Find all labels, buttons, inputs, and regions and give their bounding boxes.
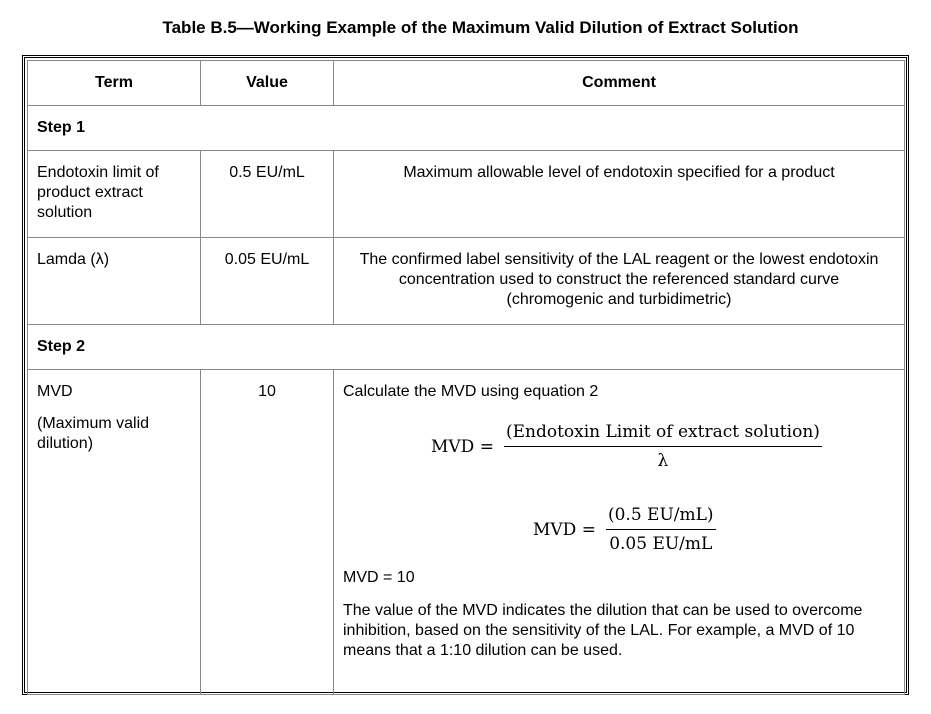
lamda-term: Lamda (λ) xyxy=(37,251,110,268)
step-row xyxy=(28,325,905,370)
equation-1-numerator: (Endotoxin Limit of extract solution) xyxy=(504,422,822,447)
mvd-table xyxy=(27,60,905,695)
lamda-value: 0.05 EU/mL xyxy=(224,251,310,268)
table-row xyxy=(28,370,905,695)
equation-1-lhs: MVD = xyxy=(431,436,494,457)
step-2-label: Step 2 xyxy=(28,325,905,370)
mvd-result: MVD = 10 xyxy=(343,569,415,586)
header-row xyxy=(28,61,905,106)
endotoxin-comment: Maximum allowable level of endotoxin specified for a product xyxy=(403,164,835,181)
equation-1-denominator: λ xyxy=(657,451,669,471)
mvd-note: The value of the MVD indicates the dilution that can be used to overcome inhibition, based on the sensitivity of the LAL. For example, a MVD of 10 means that a 1:10 dilution can be used. xyxy=(343,602,863,659)
table-title: Table B.5—Working Example of the Maximum Valid Dilution of Extract Solution xyxy=(162,18,799,37)
mvd-term-subtitle: (Maximum valid dilution) xyxy=(37,415,150,452)
equation-2-denominator: 0.05 EU/mL xyxy=(609,534,713,554)
endotoxin-term: Endotoxin limit of product extract solution xyxy=(37,164,159,221)
table-frame xyxy=(22,55,909,695)
table-row xyxy=(28,238,905,325)
table-row xyxy=(28,151,905,238)
header-value: Value xyxy=(201,61,334,106)
step-row xyxy=(28,106,905,151)
step-1-label: Step 1 xyxy=(28,106,905,151)
equation-2-lhs: MVD = xyxy=(533,519,596,540)
mvd-term: MVD xyxy=(37,383,73,400)
equation-1 xyxy=(431,422,895,471)
equation-2 xyxy=(533,505,895,554)
lamda-comment: The confirmed label sensitivity of the LAL reagent or the lowest endotoxin concentration used to construct the referenced standard curve (chromogenic and turbidimetric) xyxy=(359,251,879,308)
mvd-value: 10 xyxy=(258,383,276,400)
endotoxin-value: 0.5 EU/mL xyxy=(229,164,305,181)
mvd-intro: Calculate the MVD using equation 2 xyxy=(343,383,599,400)
header-term: Term xyxy=(28,61,201,106)
header-comment: Comment xyxy=(334,61,905,106)
equation-2-numerator: (0.5 EU/mL) xyxy=(606,505,716,530)
